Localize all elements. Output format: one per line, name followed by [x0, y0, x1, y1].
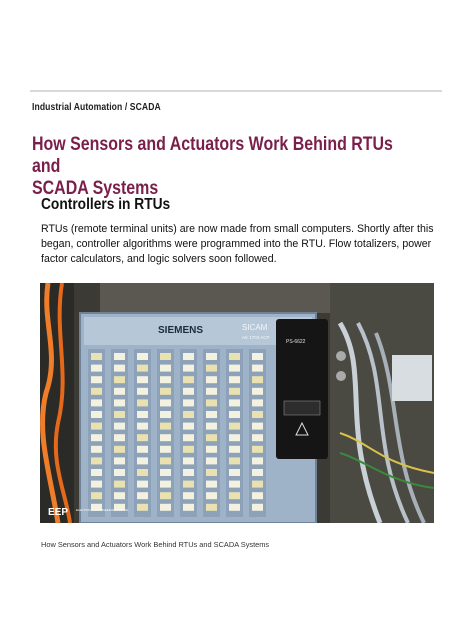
module-led [114, 411, 125, 418]
io-module [180, 349, 197, 517]
module-led [183, 481, 194, 488]
module-led [91, 376, 102, 383]
module-led [114, 457, 125, 464]
module-led [91, 469, 102, 476]
module-led [114, 481, 125, 488]
module-led [252, 434, 263, 441]
module-led [229, 411, 240, 418]
module-led [252, 481, 263, 488]
module-led [137, 481, 148, 488]
eep-watermark-subtitle: ELECTRICAL ENGINEERING PORTAL [76, 508, 129, 512]
io-module [88, 349, 105, 517]
io-module [157, 349, 174, 517]
module-led [252, 365, 263, 372]
module-led [183, 457, 194, 464]
module-led [183, 423, 194, 430]
module-led [206, 434, 217, 441]
module-led [91, 446, 102, 453]
module-led [252, 353, 263, 360]
module-led [206, 388, 217, 395]
small-terminal-box [392, 355, 432, 401]
module-led [160, 469, 171, 476]
module-led [114, 469, 125, 476]
article-title [32, 134, 402, 200]
module-led [114, 399, 125, 406]
paragraph-line-1: RTUs (remote terminal units) are now made from small computers. Shortly after this [41, 223, 434, 235]
io-module [111, 349, 128, 517]
module-led [252, 411, 263, 418]
siemens-brand-label: SIEMENS [158, 325, 204, 336]
module-led [160, 434, 171, 441]
io-module [134, 349, 151, 517]
module-led [160, 353, 171, 360]
module-led [137, 353, 148, 360]
module-led [229, 423, 240, 430]
module-led [91, 434, 102, 441]
module-led [229, 469, 240, 476]
module-led [229, 481, 240, 488]
module-led [160, 365, 171, 372]
article-title-line-2: SCADA Systems [32, 178, 159, 199]
module-led [160, 492, 171, 499]
article-title-line-1: How Sensors and Actuators Work Behind RTUs and [32, 134, 393, 177]
module-led [252, 469, 263, 476]
module-led [206, 423, 217, 430]
module-led [137, 469, 148, 476]
module-led [252, 446, 263, 453]
module-led [206, 492, 217, 499]
breadcrumb[interactable]: Industrial Automation / SCADA [32, 102, 161, 113]
eep-watermark-logo: EEP [48, 507, 69, 518]
module-led [137, 388, 148, 395]
module-led [137, 399, 148, 406]
module-led [183, 365, 194, 372]
module-led [183, 446, 194, 453]
module-led [183, 492, 194, 499]
module-led [183, 388, 194, 395]
cabinet-top-rail [100, 283, 360, 313]
module-led [229, 457, 240, 464]
module-led [91, 388, 102, 395]
module-led [229, 492, 240, 499]
module-led [229, 353, 240, 360]
module-led [160, 388, 171, 395]
module-led [183, 399, 194, 406]
module-led [160, 481, 171, 488]
module-led [229, 388, 240, 395]
module-led [252, 388, 263, 395]
module-led [183, 504, 194, 511]
rtu-photo [40, 283, 434, 523]
module-led [160, 376, 171, 383]
body-paragraph [41, 222, 441, 267]
module-led [91, 353, 102, 360]
module-led [183, 411, 194, 418]
module-led [252, 376, 263, 383]
module-led [206, 457, 217, 464]
module-led [252, 457, 263, 464]
module-led [160, 399, 171, 406]
module-led [137, 492, 148, 499]
io-module [226, 349, 243, 517]
paragraph-line-3: factor calculators, and logic solvers soon followed. [41, 253, 277, 265]
module-led [114, 353, 125, 360]
module-led [229, 376, 240, 383]
module-led [137, 446, 148, 453]
paragraph-line-2: began, controller algorithms were programmed into the RTU. Flow totalizers, power [41, 238, 432, 250]
module-led [114, 434, 125, 441]
module-led [183, 469, 194, 476]
section-heading: Controllers in RTUs [41, 196, 171, 213]
module-led [114, 492, 125, 499]
module-led [229, 365, 240, 372]
module-led [229, 434, 240, 441]
module-led [91, 492, 102, 499]
io-module [203, 349, 220, 517]
module-led [229, 446, 240, 453]
top-divider [30, 90, 442, 92]
module-led [137, 423, 148, 430]
module-led [91, 423, 102, 430]
module-led [91, 411, 102, 418]
module-led [91, 399, 102, 406]
image-caption: How Sensors and Actuators Work Behind RTUs and SCADA Systems [41, 540, 270, 549]
sicam-label: SICAM [242, 323, 268, 332]
sicam-model-label: AK 1703 ACP [242, 335, 270, 340]
io-module [249, 349, 266, 517]
module-led [91, 481, 102, 488]
module-led [206, 399, 217, 406]
module-led [206, 446, 217, 453]
module-led [160, 411, 171, 418]
module-led [206, 365, 217, 372]
module-led [160, 446, 171, 453]
module-led [137, 376, 148, 383]
module-led [229, 504, 240, 511]
module-led [137, 365, 148, 372]
module-led [183, 376, 194, 383]
module-led [137, 457, 148, 464]
module-led [160, 457, 171, 464]
module-led [183, 353, 194, 360]
module-led [183, 434, 194, 441]
module-led [137, 434, 148, 441]
module-led [114, 365, 125, 372]
module-led [252, 399, 263, 406]
module-led [160, 423, 171, 430]
module-led [114, 446, 125, 453]
module-led [137, 504, 148, 511]
right-wiring-area [330, 283, 434, 523]
module-led [252, 423, 263, 430]
module-led [206, 481, 217, 488]
module-led [114, 376, 125, 383]
module-led [114, 423, 125, 430]
module-led [91, 457, 102, 464]
psu-label: PS-6622 [286, 339, 306, 345]
module-led [137, 411, 148, 418]
module-led [206, 504, 217, 511]
module-led [252, 504, 263, 511]
module-led [229, 399, 240, 406]
module-led [206, 411, 217, 418]
module-led [252, 492, 263, 499]
module-led [160, 504, 171, 511]
module-led [206, 376, 217, 383]
module-led [206, 469, 217, 476]
module-led [91, 365, 102, 372]
module-led [114, 388, 125, 395]
module-led [206, 353, 217, 360]
